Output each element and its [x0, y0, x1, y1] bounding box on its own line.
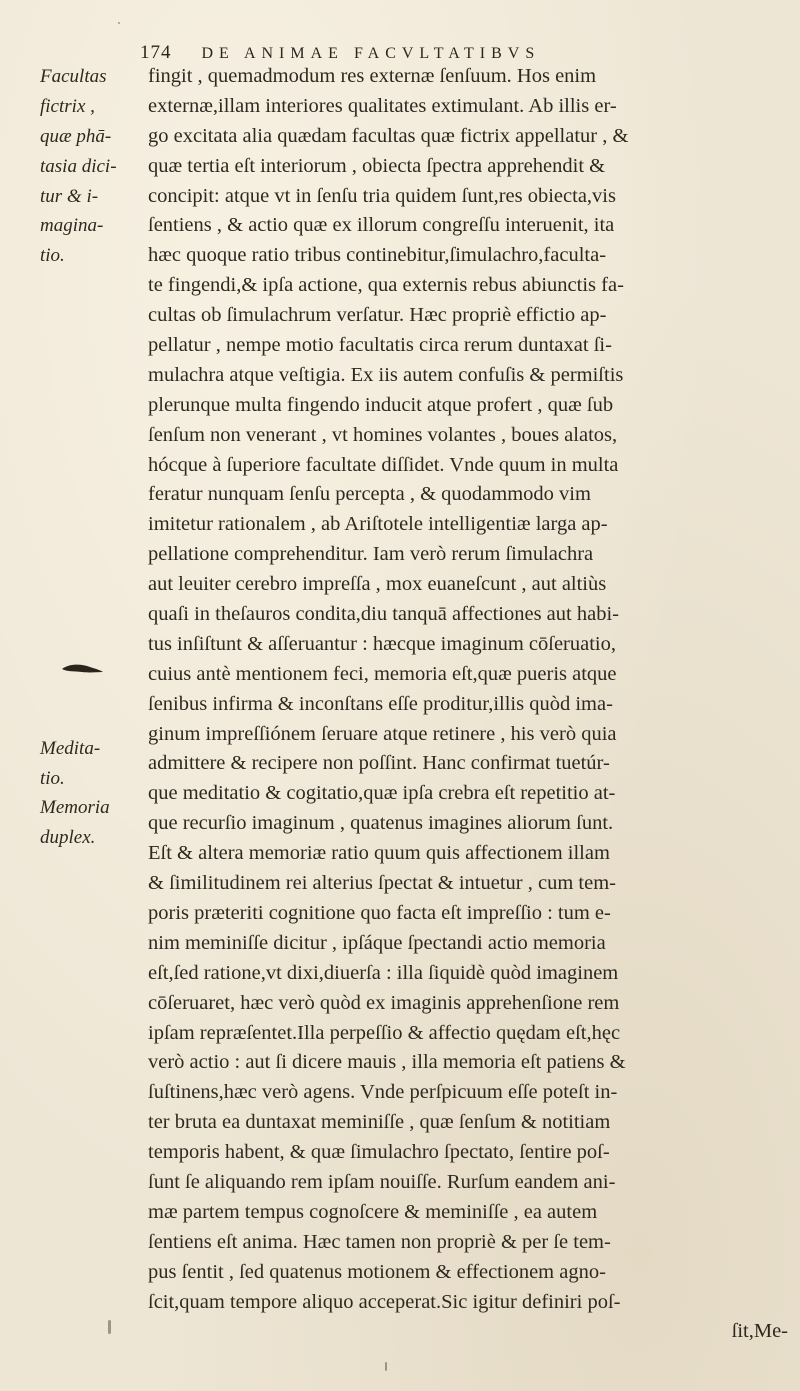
text-line: que recurſio imaginum , quatenus imagines aliorum ſunt.	[148, 812, 614, 835]
text-line: pellatur , nempe motio facultatis circa rerum duntaxat ſi-	[148, 334, 612, 357]
text-line: eſt,ſed ratione,vt dixi,diuerſa : illa ſiquidè quòd imaginem	[148, 961, 619, 984]
text-line: cōſeruaret, hæc verò quòd ex imaginis apprehenſione rem	[148, 991, 620, 1014]
running-head: DE ANIMAE FACVLTATIBVS	[201, 45, 541, 62]
text-line: aut leuiter cerebro impreſſa , mox euaneſcunt , aut altiùs	[148, 573, 607, 596]
text-line: ſunt ſe aliquando rem ipſam nouiſſe. Rurſum eandem ani-	[148, 1170, 616, 1193]
text-line: go excitata alia quædam facultas quæ fictrix appellatur , &	[148, 124, 629, 147]
text-line: imitetur rationalem , ab Ariſtotele intelligentiæ larga ap-	[148, 513, 608, 536]
margin-note-line: tio.	[40, 245, 65, 267]
text-line: ſentiens , & actio quæ ex illorum congreſſu interuenit, ita	[148, 214, 615, 237]
margin-note-line: duplex.	[40, 826, 96, 848]
text-line: tus inſiſtunt & aſſeruantur : hæcque imaginum cōſeruatio,	[148, 632, 616, 655]
text-line: quæ tertia eſt interiorum , obiecta ſpectra apprehendit &	[148, 154, 606, 177]
margin-note-facultas	[40, 62, 140, 271]
margin-note-line: Facultas	[40, 66, 107, 87]
margin-note-line: quæ phā-	[40, 125, 112, 147]
margin-note-meditatio	[40, 734, 140, 794]
text-line: ſenſum non venerant , vt homines volantes , boues alatos,	[148, 423, 618, 446]
text-line: hócque à ſuperiore facultate diſſidet. Vnde quum in multa	[148, 453, 619, 476]
margin-note-line: tio.	[40, 767, 65, 789]
text-line catchword: ſit,Me-	[731, 1320, 788, 1343]
ink-blot-mark	[60, 660, 104, 676]
page-header	[140, 42, 780, 64]
text-line: externæ,illam interiores qualitates extimulant. Ab illis er-	[148, 94, 617, 117]
paper-speck	[108, 1320, 111, 1334]
text-line: ſuſtinens,hæc verò agens. Vnde perſpicuum eſſe poteſt in-	[148, 1081, 618, 1104]
text-line: ter bruta ea duntaxat meminiſſe , quæ ſenſum & notitiam	[148, 1111, 611, 1134]
text-line: cultas ob ſimulachrum verſatur. Hæc propriè effictio ap-	[148, 304, 607, 327]
margin-note-line: Memoria	[40, 797, 110, 818]
text-line: temporis habent, & quæ ſimulachro ſpectato, ſentire poſ-	[148, 1141, 610, 1164]
paper-speck	[118, 22, 120, 24]
text-line: mulachra atque veſtigia. Ex iis autem confuſis & permiſtis	[148, 363, 624, 386]
text-line: admittere & recipere non poſſint. Hanc confirmat tuetúr-	[148, 752, 610, 775]
text-line: feratur nunquam ſenſu percepta , & quodammodo vim	[148, 483, 591, 506]
text-line: que meditatio & cogitatio,quæ ipſa crebra eſt repetitio at-	[148, 782, 616, 805]
page-number: 174	[140, 42, 172, 63]
text-line: plerunque multa fingendo inducit atque profert , quæ ſub	[148, 393, 614, 416]
text-line: ſenibus infirma & inconſtans eſſe proditur,illis quòd ima-	[148, 692, 613, 715]
body-text	[148, 62, 788, 1347]
paper-speck	[385, 1362, 387, 1371]
text-line: nim meminiſſe dicitur , ipſáque ſpectandi actio memoria	[148, 931, 606, 954]
margin-note-line: tur & i-	[40, 185, 99, 207]
margin-note-line: magina-	[40, 215, 104, 237]
text-line: pellatione comprehenditur. Iam verò rerum ſimulachra	[148, 543, 594, 566]
margin-note-line: tasia dici-	[40, 155, 117, 177]
text-line: concipit: atque vt in ſenſu tria quidem ſunt,res obiecta,vis	[148, 184, 616, 207]
text-line: Eſt & altera memoriæ ratio quum quis affectionem illam	[148, 842, 610, 865]
text-line: ipſam repræſentet.Illa perpeſſio & affectio quędam eſt,hęc	[148, 1021, 621, 1044]
text-line: poris præteriti cognitione quo facta eſt impreſſio : tum e-	[148, 901, 611, 924]
margin-note-memoria	[40, 793, 140, 853]
text-line: ſentiens eſt anima. Hæc tamen non propriè & per ſe tem-	[148, 1230, 611, 1253]
text-line: & ſimilitudinem rei alterius ſpectat & intuetur , cum tem-	[148, 872, 616, 895]
text-line: hæc quoque ratio tribus continebitur,ſimulachro,faculta-	[148, 244, 607, 267]
text-line: quaſi in theſauros condita,diu tanquā affectiones aut habi-	[148, 603, 619, 626]
margin-note-line: fictrix ,	[40, 95, 95, 117]
margin-note-line: Medita-	[40, 738, 101, 759]
text-line: verò actio : aut ſi dicere mauis , illa memoria eſt patiens &	[148, 1051, 626, 1074]
text-line: fingit , quemadmodum res externæ ſenſuum. Hos enim	[148, 65, 597, 87]
text-line: te fingendi,& ipſa actione, qua externis rebus abiunctis fa-	[148, 274, 624, 297]
text-line: mæ partem tempus cognoſcere & meminiſſe , ea autem	[148, 1200, 598, 1223]
text-line: ſcit,quam tempore aliquo acceperat.Sic igitur definiri poſ-	[148, 1290, 621, 1313]
text-line: ginum impreſſiónem ſeruare atque retinere , his verò quia	[148, 722, 617, 745]
text-line: cuius antè mentionem feci, memoria eſt,quæ pueris atque	[148, 662, 617, 685]
text-line: pus ſentit , ſed quatenus motionem & effectionem agno-	[148, 1260, 606, 1283]
